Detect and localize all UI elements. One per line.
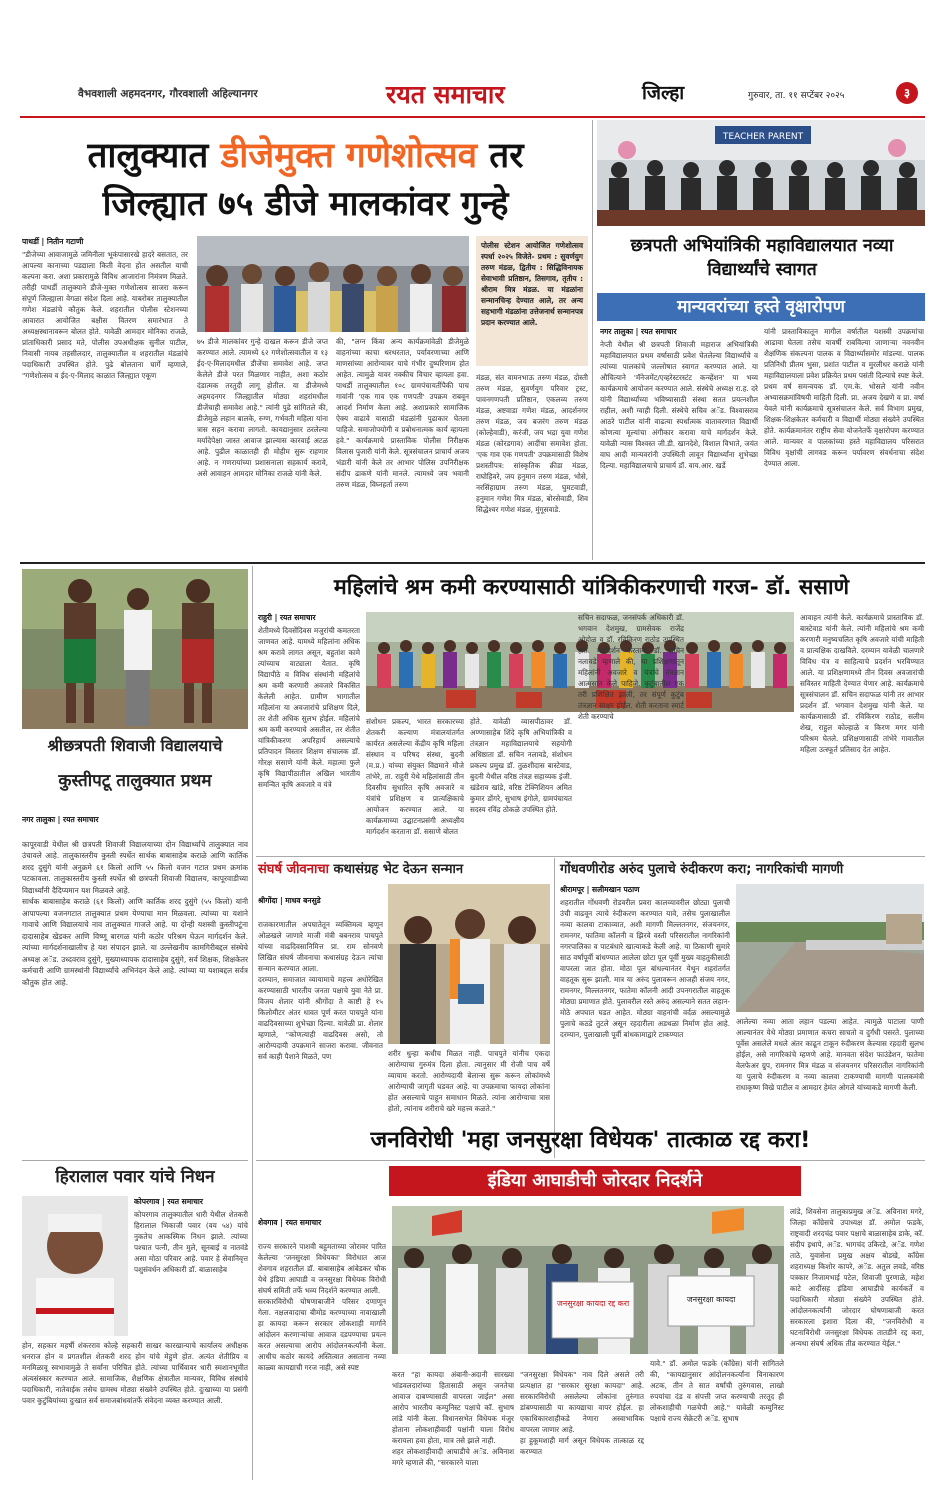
bridge-byline: श्रीरामपूर | सलीमखान पठाण [560, 885, 640, 894]
bill-col-1 [258, 1206, 386, 1478]
struggle-photo-image [388, 884, 550, 1044]
struggle-text-2: शरीर धुन्हा कधीच मिळत नाही. पाचपुते यांनीच एकदा आरोग्याचा गुरुमंत्र दिला होता. त्यानुसार मी रोजी पाच वर्षे व्यायाम करतो. आरोग्यदायी बेलान्स सुरू करून लोकांमध्ये आरोग्याची जागृती घडवत आहे. या उपक्रमाचा फायदा लोकांना होत असल्याचे पाहून समाधान मिळते. त्यांना आरोग्याचा त्रास होतो, त्यांनाच शरीराचे खरे महत्त्व कळते." [388, 1049, 550, 1113]
divider [592, 120, 593, 560]
lead-text-4: मंडळ, संत वामनभाऊ तरुण मंडळ, दोस्ती तरुण मंडळ, सुवर्णयुग परिवार ट्रस्ट, पावनगणपती प्रतिष्ठान, एकलव्य तरुण मंडळ, अष्टवाडा गणेश मंडळ, आदर्शनगर तरुण मंडळ, जय बजरंग तरुण मंडळ (कोल्हेवाडी), करंजी, जय भद्रा युवा गणेश मंडळ (कोरडगाव) आदींचा समावेश होता. 'एक गाव एक गणपती' उपक्रमासाठी विशेष प्रशस्तीपत्र: सांस्कृतिक क्रीडा मंडळ, राघोहिवरे, जय हनुमान तरुण मंडळ, भोसे, नरसिंहाग्राम तरुण मंडळ, घुमटवाडी, हनुमान गणेश मित्र मंडळ, बोरसेवाडी, शिव सिद्धेश्वर गणेश मंडळ, मुंगूसवाडे. [476, 373, 588, 514]
bill-subhead [389, 1166, 801, 1196]
bill-photo [392, 1206, 784, 1354]
page-number [896, 82, 918, 104]
divider [256, 1160, 925, 1161]
bill-col-5 [790, 1206, 924, 1478]
college-photo-image [597, 120, 925, 226]
wrestling-photo-image [22, 569, 248, 729]
obituary-headline: हिरालाल पवार यांचे निधन [55, 1167, 215, 1187]
struggle-headline [258, 860, 548, 880]
lead-col-1 [22, 236, 188, 552]
women-text-1: शेतीमध्ये दिवसेंदिवस मजुरांची कमतरता जाणवत आहे. यामध्ये महिलांना अधिक श्रम करावे लागत असून, बहुतांश कामे त्यांच्याच वाट्याला येतात. कृषि विद्यापीठे व विविध संस्थांनी महिलांचे श्रम कमी करणारी अवजारे विकसित केलेली आहेत. ग्रामीण भागातील महिलांना या अवजारांचे प्रशिक्षण दिले, तर शेती अधिक सुलभ होईल. महिलांचे श्रम कमी करण्याचे असतील, तर शेतीत यांत्रिकीकरण अपरिहार्य असल्याचे प्रतिपादन विस्तार शिक्षण संचालक डॉ. गोरक्ष ससाणे यांनी केले. महात्मा फुले कृषि विद्यापीठातील अखिल भारतीय समन्वित कृषि अवजारे व यंत्रे [258, 626, 360, 789]
divider [22, 1160, 248, 1161]
bill-col-4 [650, 1358, 784, 1478]
obituary-text-top: कोपरगाव तालुक्यातील धारी येथील शेतकरी हिरालाल भिकाजी पवार (वय ५४) यांचे नुकतेच आकस्मिक निधन झाले. त्यांच्या पश्चात पत्नी, तीन मुले, सूनबाई व नातवंडे असा मोठा परिवार आहे. पवार हे सेवानिवृत्त पशुसंवर्धन अधिकारी डॉ. बाळासाहेब [134, 1210, 248, 1274]
lead-byline: पाथर्डी | नितीन गटाणी [22, 237, 84, 246]
lead-headline [22, 134, 589, 228]
wrestling-headline [22, 734, 248, 794]
bill-photo-image [392, 1206, 784, 1354]
wrestling-text: कापूरवाडी येथील श्री छत्रपती शिवाजी विद्यालयाच्या दोन विद्यार्थ्यांचे तालुक्यात नाव उंचावले आहे. तालुकास्तरीय कुस्ती स्पर्धेत सार्थक बाबासाहेब कराळे आणि कार्तिक शरद दुसुंगे यांनी अनुक्रमे ६१ किलो आणि ५५ किलो वजन गटात प्रथम क्रमांक पटकावला. तालुकास्तरीय कुस्ती स्पर्धेत श्री छत्रपती शिवाजी विद्यालय, कापूरवाडीच्या विद्यार्थ्यांनी दैदिप्यमान यश मिळवले आहे. सार्थक बाबासाहेब कराळे (६१ किलो) आणि कार्तिक शरद दुसुंगे (५५ किलो) यांनी आपापल्या वजनगटात तालुक्यात प्रथम येण्याचा मान मिळवला. त्यांच्या या यशाने गावाचे आणि विद्यालयाचे नाव तालुक्यात गाजले आहे. या दोन्ही यशस्वी कुस्तीपटूंना दादासाहेब खेडकर आणि विष्णू बारगळ यांनी कठोर परिश्रम घेऊन मार्गदर्शन केले. त्यांच्या मार्गदर्शनाखालीच हे यश संपादन झाले. या उल्लेखनीय कामगिरीबद्दल संस्थेचे अध्यक्ष अॅड. उध्दवराव दुसुंगे, मुख्याध्यापक दादासाहेब दुसुंगे, सर्व शिक्षक, शिक्षकेतर कर्मचारी आणि ग्रामस्थांनी विद्यार्थ्यांचे अभिनंदन केले आहे. त्यांच्या या यशाबद्दल सर्वत्र कौतुक होत आहे. [22, 839, 248, 987]
wrestling-body [22, 802, 248, 1158]
lead-text-3: की, "लग्न किंवा अन्य कार्यक्रमांवेळी डीजेमुळे वाहनांच्या काचा थरथरतात, पर्यावरणाच्या आणि माणसांच्या आरोग्यावर याचे गंभीर दुष्परिणाम होत आहेत. त्यामुळे यावर नक्कीच विचार व्हायला हवा. पाथर्डी तालुक्यातील १०८ ग्रामपंचायतींपैकी पाच गावांनी 'एक गाव एक गणपती' उपक्रम राबवून आदर्श निर्माण केला आहे. अशाप्रकारे सामाजिक ऐक्य वाढावे यासाठी मंडळांनी पुढाकार घेतला पाहिजे. समाजोपयोगी व प्रबोधनात्मक कार्य व्हायला हवे." कार्यक्रमाचे प्रास्ताविक पोलीस निरीक्षक विलास पुजारी यांनी केले. सूत्रसंचालन प्राचार्य अजय भंडारी यांनी केले तर आभार पोलिस उपनिरीक्षक संदीप ढाकणे यांनी मानले. त्यामध्ये जय भवानी तरुण मंडळ, विघ्नहर्ता तरुण [336, 337, 469, 489]
bill-text-1: राज्य सरकारने पाशवी बहुमताच्या जोरावर पारित केलेल्या 'जनसुरक्षा विधेयका' विरोधात आज शेवगाव शहरातील डॉ. बाबासाहेब आंबेडकर चौक येथे इंडिया आघाडी व जनसुरक्षा विधेयक विरोधी संघर्ष समिती तर्फे भव्य निदर्शने करण्यात आली. सरकारविरोधी घोषणाबाजीने परिसर दणाणून गेला. नक्षलवादाचा बीमोड करण्याच्या नावाखाली हा कायदा करून सरकार लोकशाही मार्गाने आंदोलन करणाऱ्यांचा आवाज दडपण्याचा प्रयत्न करत असल्याचा आरोप आंदोलनकर्त्यांनी केला. आधीच कठोर कायदे अस्तित्वात असताना नव्या काळ्या कायद्याची गरज नाही, असे स्पष्ट [258, 1242, 386, 1372]
divider [252, 566, 253, 1166]
bridge-col-1 [560, 884, 730, 1156]
obituary-byline: कोपरगाव | रयत समाचार [134, 1197, 203, 1206]
lead-col-4 [476, 372, 588, 552]
divider [554, 858, 555, 1158]
bill-headline: जनविरोधी 'महा जनसुरक्षा विधेयक' तात्काळ रद्द करा! [370, 1127, 811, 1153]
lead-winners-text: पोलीस स्टेशन आयोजित गणेशोत्सव स्पर्धा २०२५ विजेते- प्रथम : सुवर्णयुग तरुण मंडळ, द्वितीय : सिद्धिविनायक सेवाभावी प्रतिष्ठान, तिसगाव, तृतीय : श्रीराम मित्र मंडळ. या मंडळांना सन्मानचिन्ह देण्यात आले, तर अन्य सहभागी मंडळांना उत्तेजनार्थ सन्मानपत्र प्रदान करण्यात आले. [481, 241, 583, 327]
lead-headline-part2: तर [489, 136, 524, 176]
masthead-tagline: वैभवशाली अहमदनगर, गौरवशाली अहिल्यानगर [78, 88, 258, 100]
struggle-text-1: राजकारणातील अपघातेतून व्यक्तिमत्व म्हणून ओळखले जाणारे माजी मंत्री बबनराव पाचपुते यांच्या वाढदिवसानिमित्त प्रा. राम सोनवणे लिखित संघर्ष जीवनाचा कथासंग्रह देऊन त्यांचा सन्मान करण्यात आला. दरम्यान, समाजात व्यायामाचे महत्त्व अधोरेखित करण्यासाठी भारतीय जनता पक्षाचे युवा नेते प्रा. विजय शेलार यांनी श्रीगोंदा ते काष्टी हे १५ किलोमीटर अंतर धावत पूर्ण करत पाचपुते यांना वाढदिवसाच्या शुभेच्छा दिल्या. यावेळी प्रा. शेलार म्हणाले, "कोणत्याही वाढदिवस असो, तो आरोग्यदायी उपक्रमाने साजरा करावा. जीवनात सर्व काही पैशाने मिळते, पण [258, 920, 383, 1061]
divider [252, 1166, 253, 1480]
college-text-1: नेप्ती येथील श्री छत्रपती शिवाजी महाराज अभियांत्रिकी महाविद्यालयात प्रथम वर्षासाठी प्रवेश घेतलेल्या विद्यार्थ्यांचे व त्यांच्या पालकांचे जल्लोषात स्वागत करण्यात आले. या औचित्याने 'मॅनेजमेंट/एव्हरेस्टरस्टंट कन्व्हेंशन' या भव्य कार्यक्रमाचे आयोजन करण्यात आले. संस्थेचे अध्यक्ष रा.ह. दरे यांनी विद्यार्थ्यांच्या भविष्यासाठी संस्था सतत प्रयत्नशील राहील, अशी ग्वाही दिली. संस्थेचे सचिव अॅड. विश्वासराव आठरे पाटील यांनी वाढत्या स्पर्धात्मक वातावरणात विद्यार्थी कोणत्या मूल्यांचा अंगीकार करावा याचे मार्गदर्शन केले. यावेळी न्यास विश्वस्त जी.डी. खानदेशे, विशाल विभाते, जयंत वाघ आदी मान्यवरांनी उपस्थिती लावून विद्यार्थ्यांना शुभेच्छा दिल्या. महाविद्यालयाचे प्राचार्य डॉ. वाय.आर. खर्डे [600, 340, 758, 470]
bill-text-4: यावे." डॉ. अमोल फडके (काँग्रेस) यांनी सांगितले की, "कायद्यानुसार आंदोलनकर्त्यांना विनाकारण अटक, तीन ते सात वर्षांची तुरुंगवास, लाखो रुपयांचा दंड व संपत्ती जप्त करण्याची तरतूद ही लोकशाहीची गळचेपी आहे." यावेळी कम्युनिस्ट पक्षाचे राज्य सेक्रेटरी अॅड. सुभाष [650, 1359, 784, 1423]
lead-headline-part1: तालुक्यात [87, 136, 209, 176]
divider [256, 856, 925, 857]
lead-text-1: "डीजेच्या आवाजामुळे जमिनीला भूकंपासारखे हादरे बसतात, तर आपल्या कानाच्या पडद्याला किती वेदना होत असतील याची कल्पना करा. अशा प्रकारामुळे विविध आजारांना निमंत्रण मिळते. तरीही पाथर्डी तालुक्याने डीजे-मुक्त गणेशोत्सव साजरा करून संपूर्ण जिल्ह्याला वेगळा संदेश दिला आहे. याबरोबर तालुक्यातील गणेश मंडळांचे कौतुक केले. शहरातील पोलीस स्टेशनच्या आवारात आयोजित बक्षीस वितरण समारंभात ते अध्यक्षस्थानावरून बोलत होते. यावेळी आमदार मोनिका राजळे, प्रांताधिकारी प्रसाद मते, पोलीस उपअधीक्षक सुनील पाटील, निवासी नायब तहसीलदार, तालुक्यातील व शहरातील मंडळांचे पदाधिकारी उपस्थित होते. पुढे बोलताना घार्गे म्हणाले, "गणेशोत्सव व ईद-ए-मिलाद काळात जिल्ह्यात एकूण [22, 250, 188, 380]
women-col-2 [366, 716, 464, 852]
college-subhead-text: मान्यवरांच्या हस्ते वृक्षारोपण [677, 297, 845, 317]
lead-col-2 [197, 336, 328, 552]
obituary-photo [22, 1196, 128, 1336]
struggle-col-1 [258, 884, 383, 1156]
bridge-headline: गोंधवणीरोड अरुंद पुलाचे रुंदीकरण करा; नागरिकांची मागणी [560, 862, 844, 877]
lead-text-2: ७५ डीजे मालकांवर गुन्हे दाखल करून डीजे जप्त करण्यात आले. त्यामध्ये ६२ गणेशोत्सवातील व १३ ईद-ए-मिलादमधील डीजेंचा समावेश आहे. जप्त केलेले डीजे परत मिळणार नाहीत, अशा कठोर दंडात्मक तरतुदी लागू होतील. या डीजेमध्ये अहमदनगर जिल्ह्यातील मोठ्या शहरांमधील डीजेंचाही समावेश आहे." त्यांनी पुढे सांगितले की, डीजेमुळे लहान बालके, रुग्ण, गर्भवती महिला यांना त्रास सहन करावा लागतो. कायद्यानुसार ठरलेल्या मर्यादेपेक्षा जास्त आवाज झाल्यास कारवाई अटळ आहे. पुढील काळातही ही मोहीम सुरू राहणार आहे. न गणरायांच्या प्रशासनाला सहकार्य करावे, असे आवाहन आमदार मोनिका राजळे यांनी केले. [197, 337, 328, 478]
bill-text-2: करत "हा कायदा अंबानी-अदानी सारख्या भांडवलदारांच्या हितासाठी असून जनतेचा आवाज दाबण्यासाठी वापरला जाईल" असा आरोप भारतीय कम्युनिस्ट पक्षाचे कॉ. सुभाष लांडे यांनी केला. विधानसभेत विधेयक मंजुर होताना लोकशाहीवादी पक्षांनी याला विरोध करायला हवा होता, मात्र तसे झाले नाही. शहर लोकशाहीवादी आघाडीचे अॅड. अविनाश मगरे म्हणाले की, "सरकारने याला [392, 1370, 514, 1467]
lead-photo [197, 236, 469, 332]
college-subhead [597, 293, 925, 321]
lead-col-3 [336, 336, 469, 552]
bill-col-2 [392, 1358, 514, 1478]
masthead-section: जिल्हा [642, 82, 685, 104]
masthead-title: रयत समाचार [386, 80, 505, 109]
obituary-text-bottom: होन, सहकार महर्षी शंकरराव कोल्हे सहकारी साखर कारखान्याचे कार्यालय अधीक्षक धनराज होन व प्रगतशील शेतकरी शरद होन यांचे मेहुणे होत. अत्यंत शेतीप्रिय व मनमिळावू स्वभावामुळे ते सर्वांना परिचित होते. त्यांच्या पार्थिवावर धारी स्मशानभूमीत अंत्यसंस्कार करण्यात आले. सामाजिक, शैक्षणिक क्षेत्रातील मान्यवर, विविध संस्थांचे पदाधिकारी, नातेवाईक तसेच ग्रामस्थ मोठ्या संख्येने उपस्थित होते. दुःखाच्या या प्रसंगी पवार कुटुंबियांच्या दुःखात सर्व समाजबांधवांतर्फे संवेदना व्यक्त करण्यात आली. [22, 1341, 248, 1405]
women-col-4 [578, 612, 684, 852]
women-byline: राहुरी | रयत समाचार [258, 613, 316, 622]
bridge-text-1: शहरातील गोंधवणी रोडवरील प्रवरा कालव्यावरील छोट्या पुलाची उंची वाढवून त्याचे रुंदीकरण करण्यात यावे, तसेच पुलाखालील नव्या कालवा टाकाव्यात, अशी मागणी मिल्लतनगर, संजयनगर, रामनगर, फातिमा कॉलनी व झिरवे वस्ती परिसरातील नागरिकांनी नगरपालिका व पाटबंधारे खात्याकडे केली आहे. या ठिकाणी सुमारे साठ वर्षांपूर्वी बांधण्यात आलेला छोटा पूल पूर्वी मुख्य वाहतुकीसाठी वापरला जात होता. मोठा पूल बांधल्यानंतर येथून शहरांतर्गत वाहतूक सुरू झाली. मात्र या अरुंद पुलावरून आजही संजय नगर, रामनगर, मिल्लतनगर, फातेमा कॉलनी आदी उपनगरातील वाहतूक मोठ्या प्रमाणात होते. पुलावरील रस्ते अरुंद असल्याने सतत लहान-मोठे अपघात घडत आहेत. मोठ्या वाहनांची वर्दळ असल्यामुळे पुलाचे कठडे तुटले असून रहदारीला अडथळा निर्माण होत आहे. दरम्यान, पुलाखाली पूर्वी बांधकामाद्वारे टाकण्यात [560, 898, 730, 1039]
obituary-col-bottom [22, 1340, 248, 1476]
college-col-2 [764, 326, 924, 552]
women-col-5 [800, 612, 924, 852]
bridge-photo-image [736, 884, 924, 1012]
wrestling-headline-line1: श्रीछत्रपती शिवाजी विद्यालयाचे [47, 736, 223, 755]
wrestling-byline: नगर तालुका | रयत समाचार [22, 814, 99, 824]
college-headline: छत्रपती अभियांत्रिकी महाविद्यालयात नव्या विद्यार्थ्यांचे स्वागत [630, 236, 894, 280]
masthead [20, 74, 925, 116]
protest-sign-2: जनसुरक्षा कायदा [686, 1295, 736, 1304]
obituary-photo-image [22, 1196, 128, 1336]
college-photo-banner: TEACHER PARENT [722, 132, 804, 142]
bridge-photo [736, 884, 924, 1012]
struggle-headline-accent: संघर्ष जीवनाचा [258, 862, 329, 877]
college-photo [597, 120, 925, 226]
lead-photo-image [197, 236, 469, 332]
college-text-2: यांनी प्रास्ताविकातून मागील वर्षातील यशस्वी उपक्रमांचा आढावा घेतला तसेच यावर्षी राबविल्या जाणाऱ्या नवनवीन शैक्षणिक संकल्पना पालक व विद्यार्थ्यांसमोर मांडल्या. पालक प्रतिनिधी प्रीतम भुसा, प्रशांत पाटील व मुरलीधर कराळे यांनी महाविद्यालयाला प्रवेश प्रक्रियेत प्रथम पसंती दिल्याचे स्पष्ट केले. प्रथम वर्ष समन्वयक डॉ. एम.के. भोसले यांनी नवीन अभ्यासक्रमांविषयी माहिती दिली. प्रा. अजय देखणे व प्रा. वर्षा येवले यांनी कार्यक्रमाचे सूत्रसंचालन केले. सर्व विभाग प्रमुख, शिक्षक-शिक्षकेतर कर्मचारी व विद्यार्थी मोठ्या संख्येने उपस्थित होते. कार्यक्रमानंतर राष्ट्रीय सेवा योजनेतर्फे वृक्षारोपण करण्यात आले. मान्यवर व पालकांच्या हस्ते महाविद्यालय परिसरात विविध वृक्षांची लागवड करून पर्यावरण संवर्धनाचा संदेश देण्यात आला. [764, 327, 924, 468]
struggle-byline: श्रीगोंदा | माधव बनसुडे [258, 896, 321, 905]
masthead-date: गुरुवार, ता. ११ सप्टेंबर २०२५ [748, 91, 845, 101]
struggle-photo [388, 884, 550, 1044]
bill-text-3: "जनसुरक्षा विधेयक" नाव दिले असले तरी प्रत्यक्षात हा "सरकार सुरक्षा कायदा" आहे. सरकारविरोधी असलेल्या लोकांना तुरुंगात डांबण्यासाठी या कायद्याचा वापर होईल. हा एकाधिकारशाहीकडे नेणारा अस्वाभाविक वापरला जाणार आहे. हा हुकूमशाही मार्ग असून विधेयक तात्काळ रद्द करण्यात [520, 1370, 644, 1456]
masthead-rule [20, 116, 925, 118]
women-col-3 [470, 716, 572, 852]
lead-headline-highlight: डीजेमुक्त गणेशोत्सव [220, 136, 478, 176]
women-text-4: सचिन सदाफळ, जनसंपर्क अधिकारी डॉ. भगवान देशमुख, ग्रामसेवक राजेंद्र ओहोळ व डॉ. रविकिरण राठोड उपस्थित होते. मार्गदर्शन करताना डॉ. सचिन नलावडे म्हणाले की, या प्रशिक्षणातून महिलांनी अवजारे व यंत्रांचे तंत्रज्ञान आत्मसात केले पाहिजे. कुटुंबातील एक तरी प्रशिक्षित झाली, तर संपूर्ण कुटुंब तंत्रज्ञान साक्षर होईल. शेती करताना स्मार्ट शेती करण्याचे [578, 613, 684, 721]
college-byline: नगर तालुका | रयत समाचार [600, 327, 677, 336]
women-text-3: होते. यावेळी व्यासपीठावर डॉ. अण्णासाहेब शिंदे कृषि अभियांत्रिकी व तंत्रज्ञान महाविद्यालयाचे सहयोगी अधिष्ठाता डॉ. सचिन नलावडे, संशोधन प्रकल्प प्रमुख डॉ. तुळशीदास बास्टेवाड, बुदनी येथील वरिष्ठ तंत्रज्ञ सहाय्यक इंजी. खंडेराव खांडे, वरिष्ठ टेक्निशियन अमित कुमार डोंगरे, सुभाष इंगोले, ग्रामपंचायत सदस्य रविंद्र ठोकळे उपस्थित होते. [470, 717, 572, 814]
women-col-1 [258, 612, 360, 852]
wrestling-headline-line2: कुस्तीपटू तालुक्यात प्रथम [58, 771, 212, 791]
bill-subhead-text: इंडिया आघाडीची जोरदार निदर्शने [487, 1170, 703, 1191]
bill-byline: शेवगाव | रयत समाचार [258, 1218, 322, 1227]
lead-headline-line2: जिल्ह्यात ७५ डीजे मालकांवर गुन्हे [102, 184, 509, 224]
bill-text-5: लांडे, शिवसेना तालुकाप्रमुख अॅड. अविनाश मगरे, जिल्हा काँग्रेसचे उपाध्यक्ष डॉ. अमोल फडके, राष्ट्रवादी शरदचंद्र पवार पक्षाचे बाळासाहेब डाके, कॉ. संदीप इथापे, अॅड. भागचंद उकिरडे, अॅड. गणेश ताठे, युवासेना प्रमुख अक्षय बोडखे, काँग्रेस शहराध्यक्ष किशोर कापरे, अॅड. अतुल लवडे, वरिष्ठ पत्रकार निजामभाई पटेल, शिवाजी पुरणाळे, महेश काटे आदींसह इंडिया आघाडीचे कार्यकर्ते व पदाधिकारी मोठ्या संख्येने उपस्थित होते. आंदोलनकर्त्यांनी जोरदार घोषणाबाजी करत सरकारला इशारा दिला की, "जनविरोधी व घटनाविरोधी जनसुरक्षा विधेयक तातडीने रद्द करा, अन्यथा संघर्ष अधिक तीव्र करण्यात येईल." [790, 1207, 924, 1348]
college-col-1 [600, 326, 758, 552]
bridge-text-2: आलेल्या नव्या आता लहान पडल्या आहेत. त्यामुळे पाटाला पाणी आल्यानंतर येथे मोठ्या प्रमाणात कचरा साचतो व दुर्गंधी पसरते. पुलाच्या पूर्वेस असलेले मधले अंतर काढून टाकून रुंदीकरण केल्यास रहदारी सुलभ होईल, असे नागरिकांचे म्हणणे आहे. मानवता संदेश फाउंडेशन, फातेमा वेलफेअर ग्रुप, रामनगर मित्र मंडळ व संजयनगर परिसरातील नागरिकांनी या पुलाचे रुंदीकरण व नव्या कालवा टाकण्याची मागणी पालकमंत्री राधाकृष्ण विखे पाटील व आमदार हेमंत ओगले यांच्याकडे मागणी केली. [736, 1017, 924, 1092]
women-headline: महिलांचे श्रम कमी करण्यासाठी यांत्रिकीकरणाची गरज- डॉ. ससाणे [333, 575, 850, 600]
struggle-headline-rest: कथासंग्रह भेट देऊन सन्मान [333, 862, 464, 877]
women-text-5: आवाहन त्यांनी केले. कार्यक्रमाचे प्रास्ताविक डॉ. बास्टेवाड यांनी केले. त्यांनी महिलांचे श्रम कमी करणारी मनुष्यचलित कृषि अवजारे यांची माहिती व प्रात्यक्षिक दाखविले. दरम्यान यावेळी चालणारे विविध यंत्र व साहित्याचे प्रदर्शन भरविण्यात आले. या प्रशिक्षणामध्ये तीन दिवस अवजारांची सविस्तर माहिती देण्यात येणार आहे. कार्यक्रमाचे सूत्रसंचालन डॉ. सचिन सदाफळ यांनी तर आभार प्रदर्शन डॉ. भगवान देशमुख यांनी केले. या कार्यक्रमासाठी डॉ. रविकिरण राठोड, सलीम शेख, राहुल कोल्हाळे व किरण मगर यांनी परिश्रम घेतले. प्रशिक्षणासाठी तांभेरे गावातील महिला उत्स्फूर्त प्रतिसाद देत आहेत. [800, 613, 924, 754]
obituary-col-top [134, 1196, 248, 1336]
protest-sign-1: जनसुरक्षा कायदा रद्द करा [556, 1299, 630, 1308]
section-rule [20, 562, 925, 564]
lead-winners-box [476, 236, 588, 366]
wrestling-photo [22, 569, 248, 729]
bill-col-3 [520, 1358, 644, 1478]
women-text-2: संशोधन प्रकल्प, भारत सरकारच्या शेतकरी कल्याण मंत्रालयांतर्गत कार्यरत असलेल्या केंद्रीय कृषि महिला संस्थान व परिषद संस्था, बुदनी (म.प्र.) यांच्या संयुक्त विद्यमाने मौजे तांभेरे, ता. राहुरी येथे महिलांसाठी तीन दिवसीय सुधारित कृषि अवजारे व यंत्रांचे प्रशिक्षण व प्रात्यक्षिकाचे आयोजन करण्यात आले. या कार्यक्रमाच्या उद्घाटनप्रसंगी अध्यक्षीय मार्गदर्शन करताना डॉ. ससाणे बोलत [366, 717, 464, 836]
page-number-value: ३ [903, 86, 911, 100]
